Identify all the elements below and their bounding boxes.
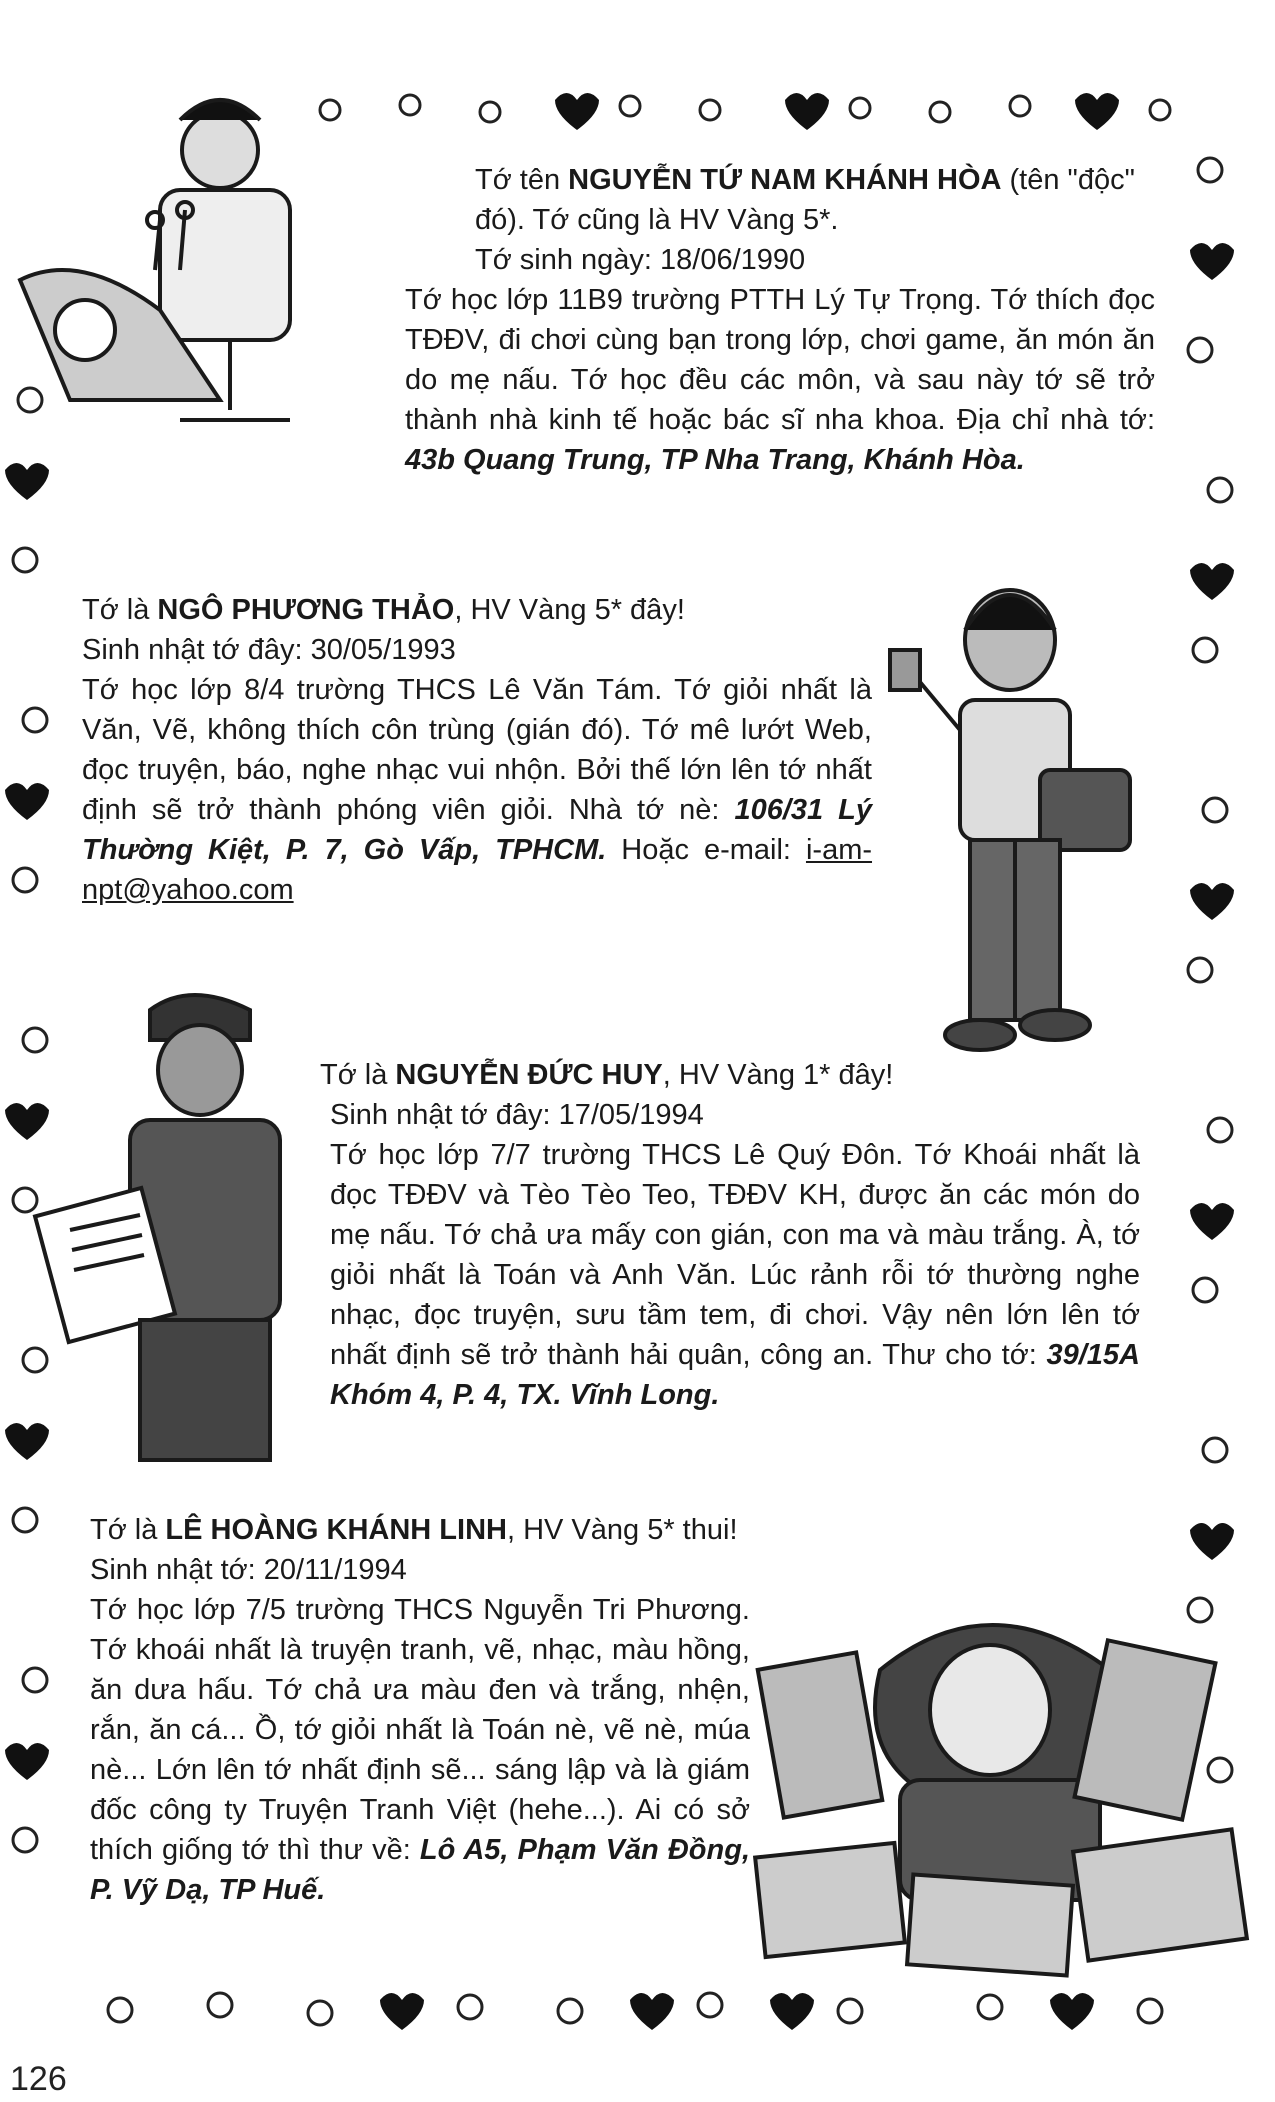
birthday-line: Sinh nhật tớ đây: 17/05/1994 (330, 1099, 704, 1131)
body-text: Tớ học lớp 8/4 trường THCS Lê Văn Tám. Tớ giỏi nhất là Văn, Vẽ, không thích côn trùng (gián đó). Tớ mê lướt Web, đọc truyện, báo, nghe nhạc vui nhộn. Bởi thế lớn lên tớ nhất định sẽ trở thành phóng viên giỏi. Nhà tớ nè: (82, 674, 872, 826)
intro-text: Tớ là (90, 1514, 166, 1546)
intro-after-text: , HV Vàng 1* đây! (662, 1059, 894, 1091)
flower-border-top (300, 80, 1240, 140)
page-number: 126 (10, 2060, 67, 2098)
profile-ngo-phuong-thao (82, 590, 872, 910)
profile-name: NGUYỄN ĐỨC HUY (395, 1059, 663, 1091)
intro-text: Tớ tên (475, 164, 569, 196)
intro-after-text: , HV Vàng 5* đây! (454, 594, 685, 626)
profile-le-hoang-khanh-linh (90, 1510, 750, 1910)
boy-uniform-illustration (30, 970, 330, 1470)
profile-name: NGUYỄN TỨ NAM KHÁNH HÒA (568, 164, 1002, 196)
body-text: Tớ học lớp 7/7 trường THCS Lê Quý Đôn. Tớ Khoái nhất là đọc TĐĐV và Tèo Tèo Teo, TĐĐV KH, được ăn các món do mẹ nấu. Tớ chả ưa mấy con gián, con ma và màu trắng. À, tớ giỏi nhất là Toán và Anh Văn. Lúc rảnh rỗi tớ thường nghe nhạc, đọc truyện, sưu tầm tem, đi chơi. Vậy nên lớn lên tớ nhất định sẽ trở thành hải quân, công an. Thư cho tớ: (330, 1139, 1140, 1371)
girl-with-comics-illustration (730, 1600, 1260, 1980)
girl-illustration (870, 570, 1170, 1070)
address-text: 106/31 Lý Thường Kiệt, P. 7, Gò Vấp, TPHCM. (82, 794, 872, 866)
birthday-line: Sinh nhật tớ đây: 30/05/1993 (82, 634, 456, 666)
intro-after-text: (tên "độc" đó). Tớ cũng là HV Vàng 5*. (475, 164, 1135, 236)
address-text: 39/15A Khóm 4, P. 4, TX. Vĩnh Long. (330, 1339, 1140, 1411)
after-address-text: Hoặc e-mail: (606, 834, 806, 866)
profile-nguyen-duc-huy (320, 1055, 1140, 1415)
birthday-line: Tớ sinh ngày: 18/06/1990 (475, 244, 806, 276)
body-text: Tớ học lớp 11B9 trường PTTH Lý Tự Trọng. Tớ thích đọc TĐĐV, đi chơi cùng bạn trong lớp, chơi game, ăn món ăn do mẹ nấu. Tớ học đều các môn, và sau này tớ sẽ trở thành nhà kinh tế hoặc bác sĩ nha khoa. Địa chỉ nhà tớ: (405, 284, 1155, 436)
address-text: 43b Quang Trung, TP Nha Trang, Khánh Hòa. (405, 444, 1025, 476)
intro-text: Tớ là (82, 594, 158, 626)
flower-border-bottom (90, 1975, 1270, 2045)
profile-name: LÊ HOÀNG KHÁNH LINH (165, 1514, 507, 1546)
address-text: Lô A5, Phạm Văn Đồng, P. Vỹ Dạ, TP Huế. (90, 1834, 750, 1906)
profile-nguyen-tu-nam-khanh-hoa (285, 160, 1155, 480)
intro-after-text: , HV Vàng 5* thui! (506, 1514, 738, 1546)
body-text: Tớ học lớp 7/5 trường THCS Nguyễn Tri Phương. Tớ khoái nhất là truyện tranh, vẽ, nhạc, màu hồng, ăn dưa hấu. Tớ chả ưa màu đen và trắng, nhện, rắn, ăn cá... Ồ, tớ giỏi nhất là Toán nè, vẽ nè, múa nè... Lớn lên tớ nhất định sẽ... sáng lập và là giám đốc công ty Truyện Tranh Việt (hehe...). Ai có sở thích giống tớ thì thư về: (90, 1594, 750, 1866)
email-link[interactable]: i-am-npt@yahoo.com (82, 834, 873, 906)
intro-text: Tớ là (320, 1059, 396, 1091)
birthday-line: Sinh nhật tớ: 20/11/1994 (90, 1554, 407, 1586)
profile-name: NGÔ PHƯƠNG THẢO (157, 594, 455, 626)
